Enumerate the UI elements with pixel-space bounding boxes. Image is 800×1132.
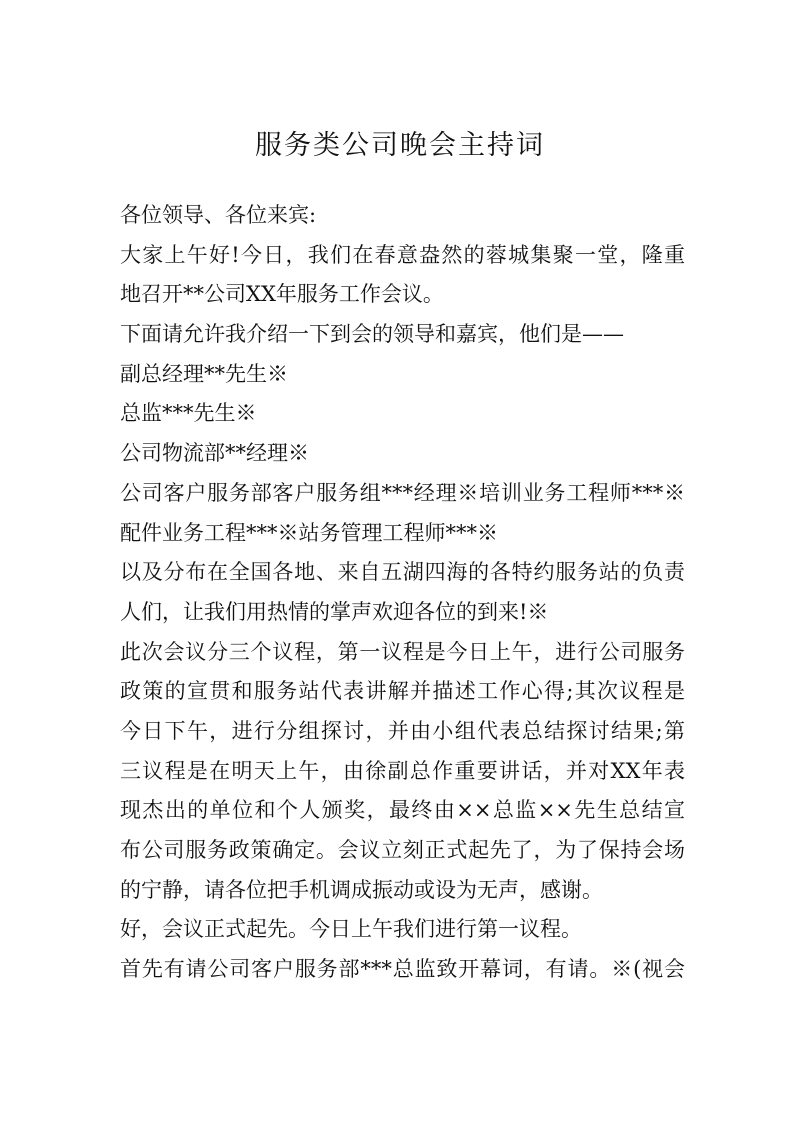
text-line: 现杰出的单位和个人颁奖，最终由××总监××先生总结宣 [120, 798, 685, 823]
text-line: 人们，让我们用热情的掌声欢迎各位的到来!※ [120, 599, 549, 624]
text-line: 大家上午好!今日，我们在春意盎然的蓉城集聚一堂，隆重 [120, 242, 685, 267]
text-line: 配件业务工程***※站务管理工程师***※ [120, 520, 498, 545]
text-line: 好，会议正式起先。今日上午我们进行第一议程。 [120, 917, 582, 942]
text-line: 首先有请公司客户服务部***总监致开幕词，有请。※(视会 [120, 957, 685, 982]
text-line: 下面请允许我介绍一下到会的领导和嘉宾，他们是—— [120, 322, 624, 347]
text-line: 总监***先生※ [120, 401, 257, 426]
text-line: 三议程是在明天上午，由徐副总作重要讲话，并对XX年表 [120, 758, 685, 783]
text-line: 公司客户服务部客户服务组***经理※培训业务工程师***※ [120, 480, 685, 505]
text-line: 今日下午，进行分组探讨，并由小组代表总结探讨结果;第 [120, 718, 685, 743]
text-line: 地召开**公司XX年服务工作会议。 [120, 282, 444, 307]
text-line: 以及分布在全国各地、来自五湖四海的各特约服务站的负责 [120, 560, 685, 585]
text-line: 政策的宣贯和服务站代表讲解并描述工作心得;其次议程是 [120, 679, 685, 704]
text-line: 副总经理**先生※ [120, 361, 288, 386]
text-line: 公司物流部**经理※ [120, 441, 309, 466]
document-title: 服务类公司晚会主持词 [255, 130, 545, 161]
text-line: 此次会议分三个议程，第一议程是今日上午，进行公司服务 [120, 639, 685, 664]
text-line: 各位领导、各位来宾: [120, 203, 317, 227]
text-line: 的宁静，请各位把手机调成振动或设为无声，感谢。 [120, 877, 603, 902]
document-body [120, 196, 685, 990]
text-line: 布公司服务政策确定。会议立刻正式起先了，为了保持会场 [120, 838, 685, 862]
